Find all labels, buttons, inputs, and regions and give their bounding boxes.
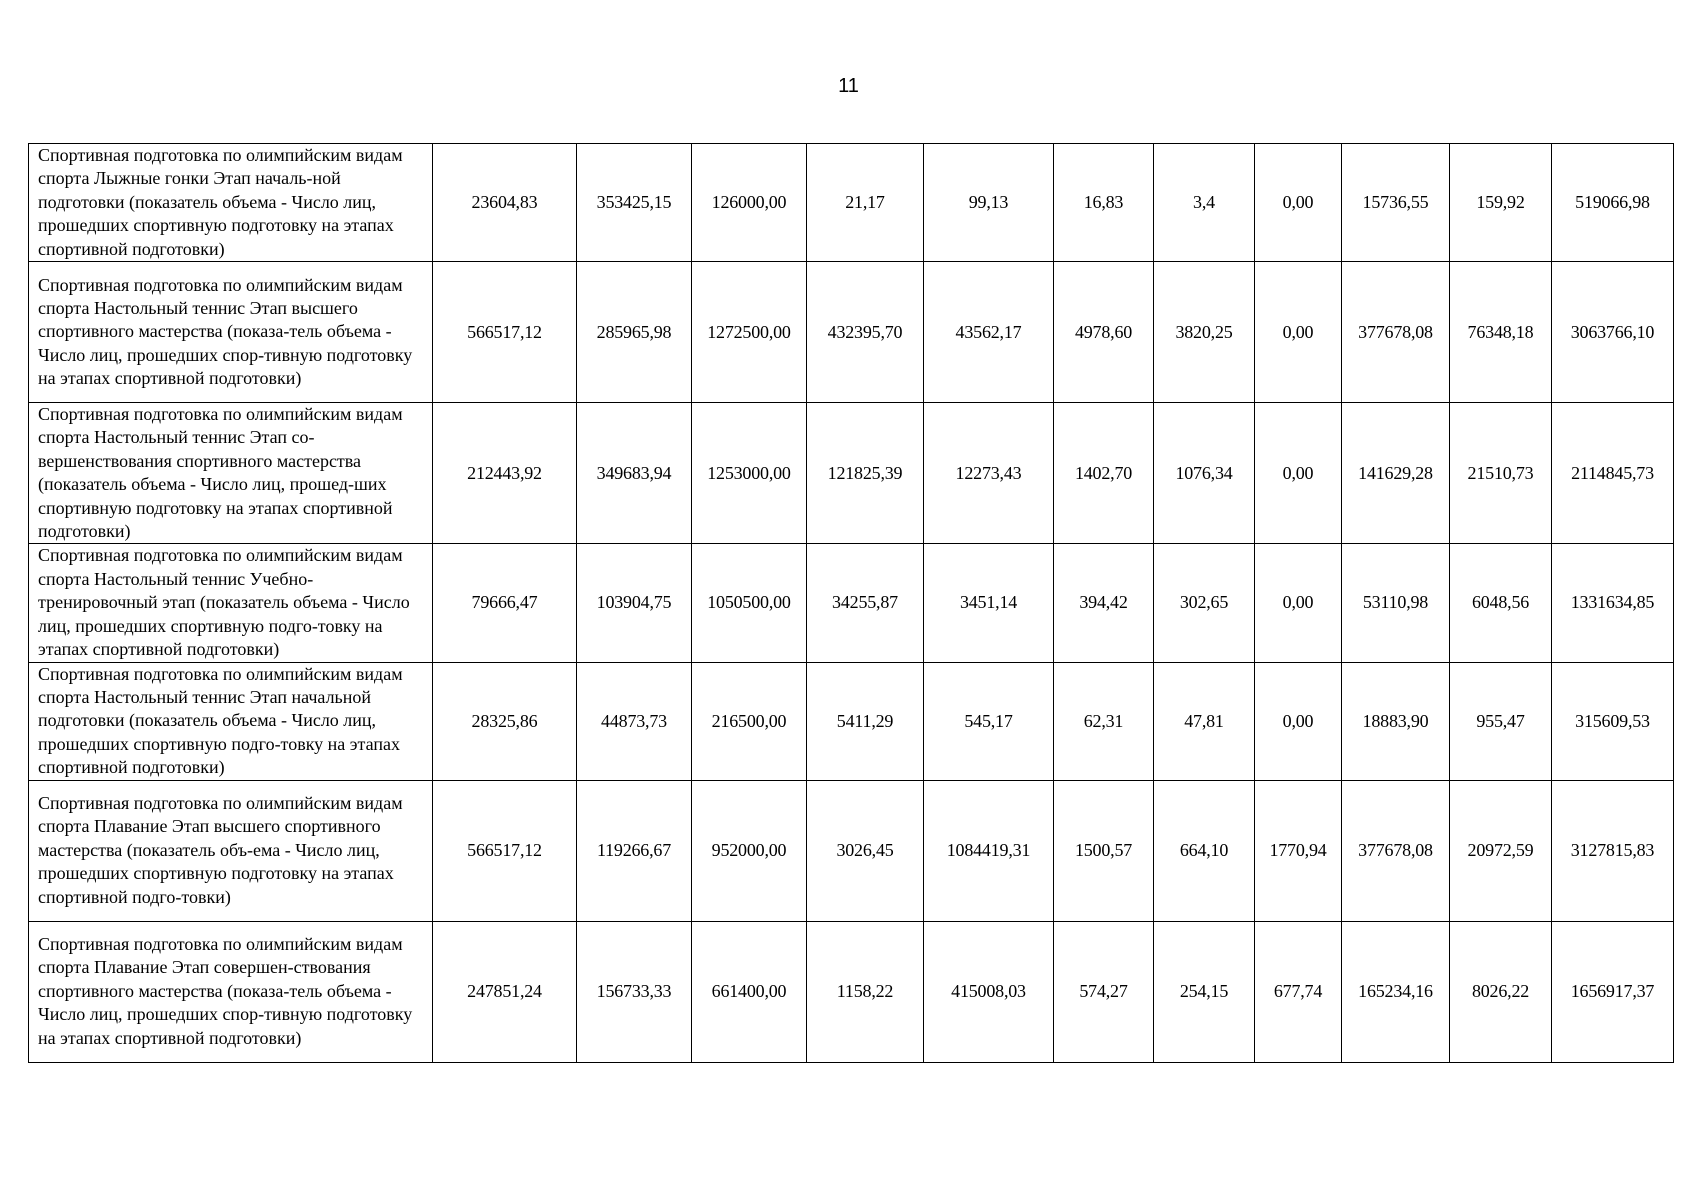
table-row: [29, 403, 1674, 544]
table-cell-value: 377678,08: [1342, 780, 1450, 921]
table-cell-value: 3127815,83: [1552, 780, 1674, 921]
table-cell-value: 1253000,00: [692, 403, 807, 544]
row-description: Спортивная подготовка по олимпийским видам спорта Настольный теннис Этап высшего спортивного мастерства (показа-тель объема - Число лиц, прошедших спор-тивную подготовку на этапах спортивной подготовки): [29, 262, 433, 403]
table-cell-value: 677,74: [1255, 921, 1342, 1062]
table-cell-value: 1076,34: [1154, 403, 1255, 544]
table-cell-value: 8026,22: [1450, 921, 1552, 1062]
table-cell-value: 349683,94: [577, 403, 692, 544]
row-description: Спортивная подготовка по олимпийским видам спорта Настольный теннис Учебно-тренировочный этап (показатель объема - Число лиц, прошедших спортивную подго-товку на этапах спортивной подготовки): [29, 544, 433, 662]
table-cell-value: 302,65: [1154, 544, 1255, 662]
row-description: Спортивная подготовка по олимпийским видам спорта Лыжные гонки Этап началь-ной подготовки (показатель объема - Число лиц, прошедших спортивную подготовку на этапах спортивной подготовки): [29, 144, 433, 262]
table-cell-value: 3451,14: [924, 544, 1054, 662]
table-cell-value: 1770,94: [1255, 780, 1342, 921]
table-cell-value: 99,13: [924, 144, 1054, 262]
table-cell-value: 0,00: [1255, 544, 1342, 662]
table-cell-value: 1500,57: [1054, 780, 1154, 921]
table-cell-value: 156733,33: [577, 921, 692, 1062]
table-cell-value: 62,31: [1054, 662, 1154, 780]
table-cell-value: 16,83: [1054, 144, 1154, 262]
table-cell-value: 254,15: [1154, 921, 1255, 1062]
table-cell-value: 159,92: [1450, 144, 1552, 262]
table-cell-value: 432395,70: [807, 262, 924, 403]
table-cell-value: 566517,12: [433, 262, 577, 403]
table-cell-value: 0,00: [1255, 144, 1342, 262]
table-cell-value: 0,00: [1255, 262, 1342, 403]
table-cell-value: 1050500,00: [692, 544, 807, 662]
table-cell-value: 1402,70: [1054, 403, 1154, 544]
table-cell-value: 0,00: [1255, 403, 1342, 544]
table-cell-value: 18883,90: [1342, 662, 1450, 780]
table-cell-value: 285965,98: [577, 262, 692, 403]
table-cell-value: 3063766,10: [1552, 262, 1674, 403]
table-cell-value: 23604,83: [433, 144, 577, 262]
table-cell-value: 53110,98: [1342, 544, 1450, 662]
table-row: [29, 262, 1674, 403]
table-cell-value: 415008,03: [924, 921, 1054, 1062]
table-cell-value: 34255,87: [807, 544, 924, 662]
table-body: [29, 144, 1674, 1063]
table-cell-value: 566517,12: [433, 780, 577, 921]
table-cell-value: 1656917,37: [1552, 921, 1674, 1062]
table-cell-value: 28325,86: [433, 662, 577, 780]
table-cell-value: 353425,15: [577, 144, 692, 262]
table-cell-value: 165234,16: [1342, 921, 1450, 1062]
table-cell-value: 126000,00: [692, 144, 807, 262]
table-cell-value: 3820,25: [1154, 262, 1255, 403]
row-description: Спортивная подготовка по олимпийским видам спорта Настольный теннис Этап со-вершенствования спортивного мастерства (показатель объема - Число лиц, прошед-ших спортивную подготовку на этапах спортивной подготовки): [29, 403, 433, 544]
table-row: [29, 662, 1674, 780]
table-cell-value: 1331634,85: [1552, 544, 1674, 662]
table-cell-value: 952000,00: [692, 780, 807, 921]
table-cell-value: 119266,67: [577, 780, 692, 921]
table-cell-value: 76348,18: [1450, 262, 1552, 403]
table-row: [29, 544, 1674, 662]
table-cell-value: 1158,22: [807, 921, 924, 1062]
table-row: [29, 921, 1674, 1062]
table-cell-value: 4978,60: [1054, 262, 1154, 403]
table-cell-value: 212443,92: [433, 403, 577, 544]
table-cell-value: 103904,75: [577, 544, 692, 662]
page-number: 11: [838, 75, 859, 97]
table-cell-value: 519066,98: [1552, 144, 1674, 262]
table-cell-value: 545,17: [924, 662, 1054, 780]
table-cell-value: 20972,59: [1450, 780, 1552, 921]
table-cell-value: 47,81: [1154, 662, 1255, 780]
table-cell-value: 377678,08: [1342, 262, 1450, 403]
table-cell-value: 6048,56: [1450, 544, 1552, 662]
table-cell-value: 1084419,31: [924, 780, 1054, 921]
table-cell-value: 44873,73: [577, 662, 692, 780]
row-description: Спортивная подготовка по олимпийским видам спорта Плавание Этап совершен-ствования спортивного мастерства (показа-тель объема - Число лиц, прошедших спор-тивную подготовку на этапах спортивной подготовки): [29, 921, 433, 1062]
table-cell-value: 247851,24: [433, 921, 577, 1062]
table-cell-value: 394,42: [1054, 544, 1154, 662]
table-cell-value: 2114845,73: [1552, 403, 1674, 544]
table-cell-value: 121825,39: [807, 403, 924, 544]
table-cell-value: 21,17: [807, 144, 924, 262]
table-cell-value: 3,4: [1154, 144, 1255, 262]
table-cell-value: 79666,47: [433, 544, 577, 662]
table-cell-value: 216500,00: [692, 662, 807, 780]
row-description: Спортивная подготовка по олимпийским видам спорта Плавание Этап высшего спортивного мастерства (показатель объ-ема - Число лиц, прошедших спортивную подготовку на этапах спортивной подго-товки): [29, 780, 433, 921]
table-row: [29, 144, 1674, 262]
table-cell-value: 12273,43: [924, 403, 1054, 544]
row-description: Спортивная подготовка по олимпийским видам спорта Настольный теннис Этап начальной подготовки (показатель объема - Число лиц, прошедших спортивную подго-товку на этапах спортивной подготовки): [29, 662, 433, 780]
table-cell-value: 15736,55: [1342, 144, 1450, 262]
table-cell-value: 1272500,00: [692, 262, 807, 403]
table-cell-value: 955,47: [1450, 662, 1552, 780]
table-cell-value: 3026,45: [807, 780, 924, 921]
table-cell-value: 0,00: [1255, 662, 1342, 780]
table-cell-value: 574,27: [1054, 921, 1154, 1062]
table-cell-value: 5411,29: [807, 662, 924, 780]
table-cell-value: 661400,00: [692, 921, 807, 1062]
table-row: [29, 780, 1674, 921]
data-table: [28, 143, 1674, 1063]
table-cell-value: 315609,53: [1552, 662, 1674, 780]
table-cell-value: 664,10: [1154, 780, 1255, 921]
table-cell-value: 21510,73: [1450, 403, 1552, 544]
table-cell-value: 43562,17: [924, 262, 1054, 403]
table-cell-value: 141629,28: [1342, 403, 1450, 544]
